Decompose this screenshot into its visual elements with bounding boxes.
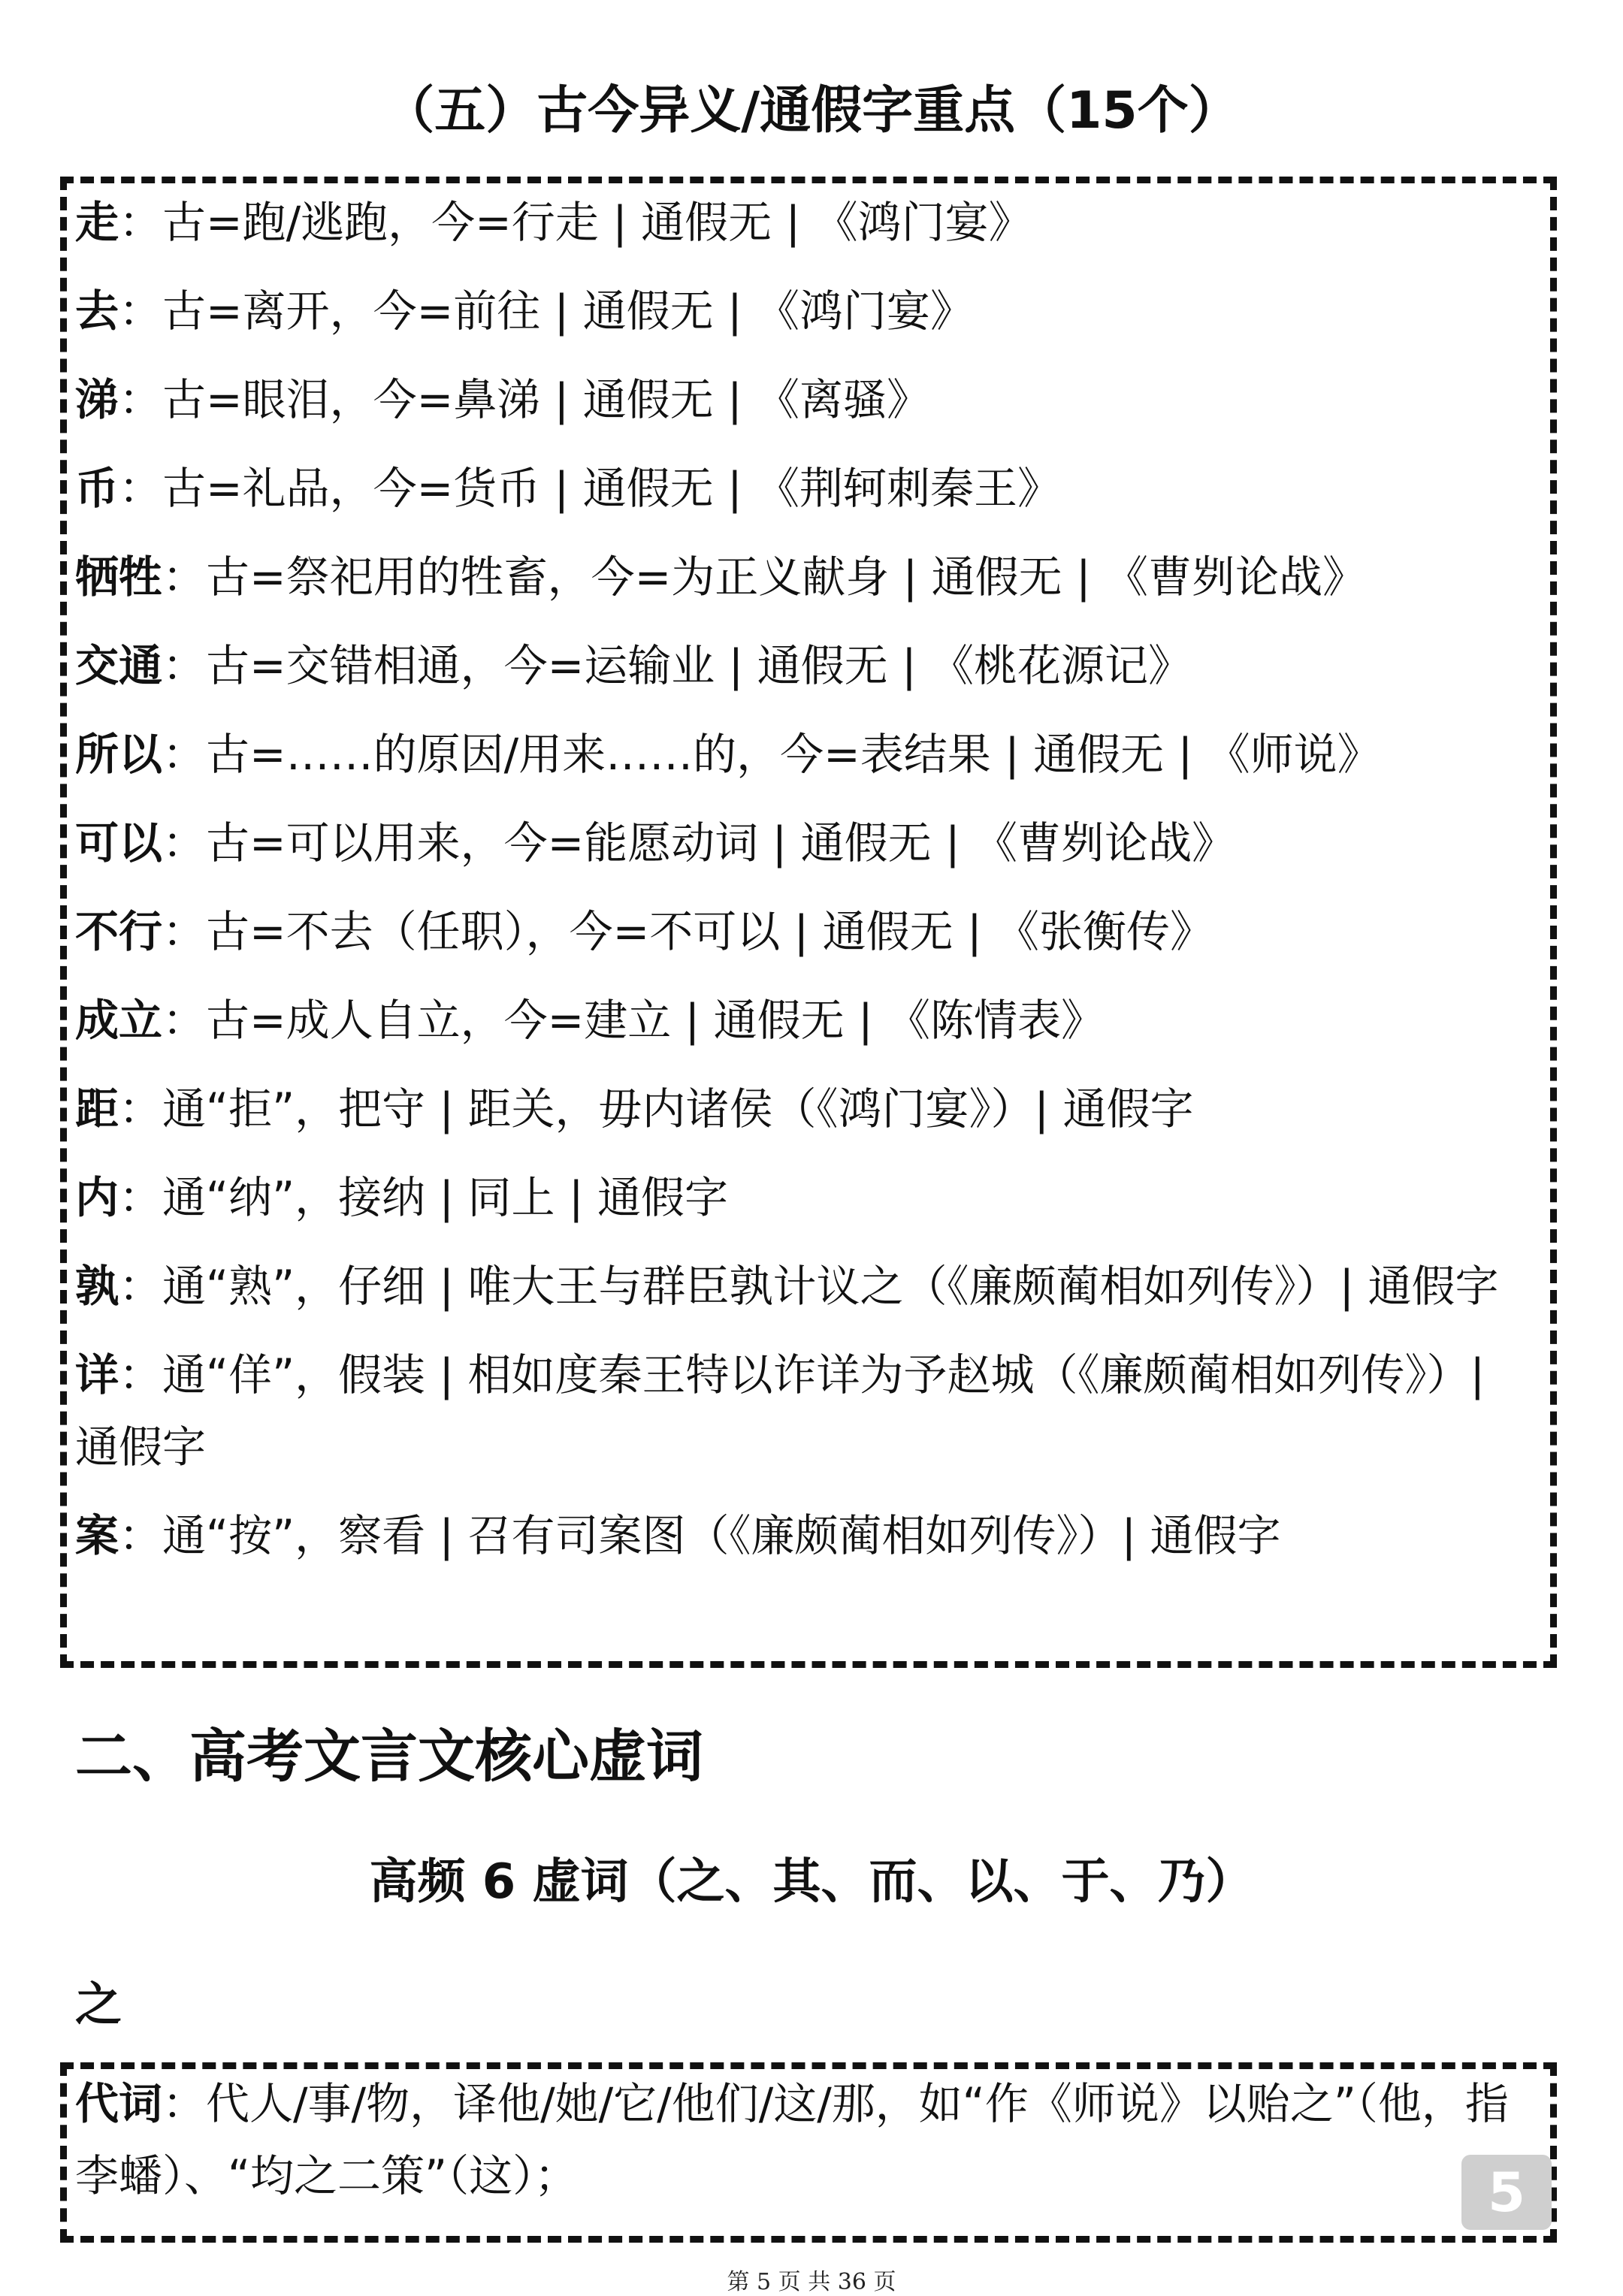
entry-list [75, 186, 1540, 1588]
chapter-heading: 二、高考文言文核心虚词 [75, 1723, 703, 1790]
entry-term: 走 [75, 197, 119, 248]
pronoun-text: ：代人/事/物，译他/她/它/他们/这/那，如“作《师说》以贻之”（他，指李蟠）、“均之二策”（这）； [75, 2078, 1509, 2201]
entry-item [75, 896, 1540, 968]
entry-term: 牺牲 [75, 551, 163, 603]
entry-term: 涕 [75, 374, 119, 425]
page-number-badge: 5 [1461, 2155, 1552, 2230]
entry-text: ：古=眼泪，今=鼻涕 | 通假无 | 《离骚》 [119, 374, 931, 425]
entry-text: ：通“纳”，接纳 | 同上 | 通假字 [119, 1172, 728, 1223]
entry-text: ：古=祭祀用的牲畜，今=为正义献身 | 通假无 | 《曹刿论战》 [162, 551, 1367, 603]
entry-item [75, 984, 1540, 1056]
entry-text: ：通“佯”，假装 | 相如度秦王特以诈详为予赵城（《廉颇蔺相如列传》）| 通假字 [75, 1349, 1485, 1473]
entry-text: ：古=……的原因/用来……的，今=表结果 | 通假无 | 《师说》 [162, 729, 1381, 780]
entry-term: 不行 [75, 906, 163, 957]
sub-heading: 高频 6 虚词（之、其、而、以、于、乃） [369, 1854, 1254, 1910]
entry-text: ：古=离开，今=前往 | 通假无 | 《鸿门宴》 [119, 285, 975, 337]
entry-item [75, 807, 1540, 879]
entry-term: 去 [75, 285, 119, 337]
pronoun-entry [75, 2068, 1548, 2212]
entry-term: 距 [75, 1083, 119, 1134]
entry-text: ：古=不去（任职），今=不可以 | 通假无 | 《张衡传》 [162, 906, 1214, 957]
entry-term: 案 [75, 1510, 119, 1561]
entry-text: ：古=成人自立，今=建立 | 通假无 | 《陈情表》 [162, 995, 1105, 1046]
entry-term: 详 [75, 1349, 119, 1400]
entry-text: ：通“按”，察看 | 召有司案图（《廉颇蔺相如列传》）| 通假字 [119, 1510, 1281, 1561]
entry-term: 币 [75, 463, 119, 514]
entry-item [75, 630, 1540, 702]
entry-item [75, 1250, 1540, 1322]
entry-term: 交通 [75, 640, 163, 691]
entry-text: ：通“拒”，把守 | 距关，毋内诸侯（《鸿门宴》）| 通假字 [119, 1083, 1194, 1134]
entry-item [75, 364, 1540, 436]
entry-item [75, 1500, 1540, 1572]
entry-item [75, 1073, 1540, 1145]
entry-item [75, 452, 1540, 524]
entry-item [75, 1162, 1540, 1234]
particle-label: 之 [75, 1977, 122, 2032]
entry-term: 所以 [75, 729, 163, 780]
entry-text: ：古=跑/逃跑，今=行走 | 通假无 | 《鸿门宴》 [119, 197, 1032, 248]
section-title: （五）古今异义/通假字重点（15个） [383, 81, 1240, 140]
entry-text: ：通“熟”，仔细 | 唯大王与群臣孰计议之（《廉颇蔺相如列传》）| 通假字 [119, 1261, 1499, 1312]
entry-text: ：古=交错相通，今=运输业 | 通假无 | 《桃花源记》 [162, 640, 1192, 691]
entry-term: 成立 [75, 995, 163, 1046]
entry-term: 孰 [75, 1261, 119, 1312]
entry-item [75, 1339, 1540, 1483]
page-footer: 第 5 页 共 36 页 [727, 2269, 896, 2295]
entry-term: 可以 [75, 817, 163, 869]
entry-item [75, 718, 1540, 790]
entry-item [75, 541, 1540, 613]
entry-item [75, 275, 1540, 347]
entry-term: 内 [75, 1172, 119, 1223]
entry-item [75, 186, 1540, 258]
pronoun-term: 代词 [75, 2078, 163, 2129]
entry-text: ：古=礼品，今=货币 | 通假无 | 《荆轲刺秦王》 [119, 463, 1062, 514]
entry-text: ：古=可以用来，今=能愿动词 | 通假无 | 《曹刿论战》 [162, 817, 1236, 869]
